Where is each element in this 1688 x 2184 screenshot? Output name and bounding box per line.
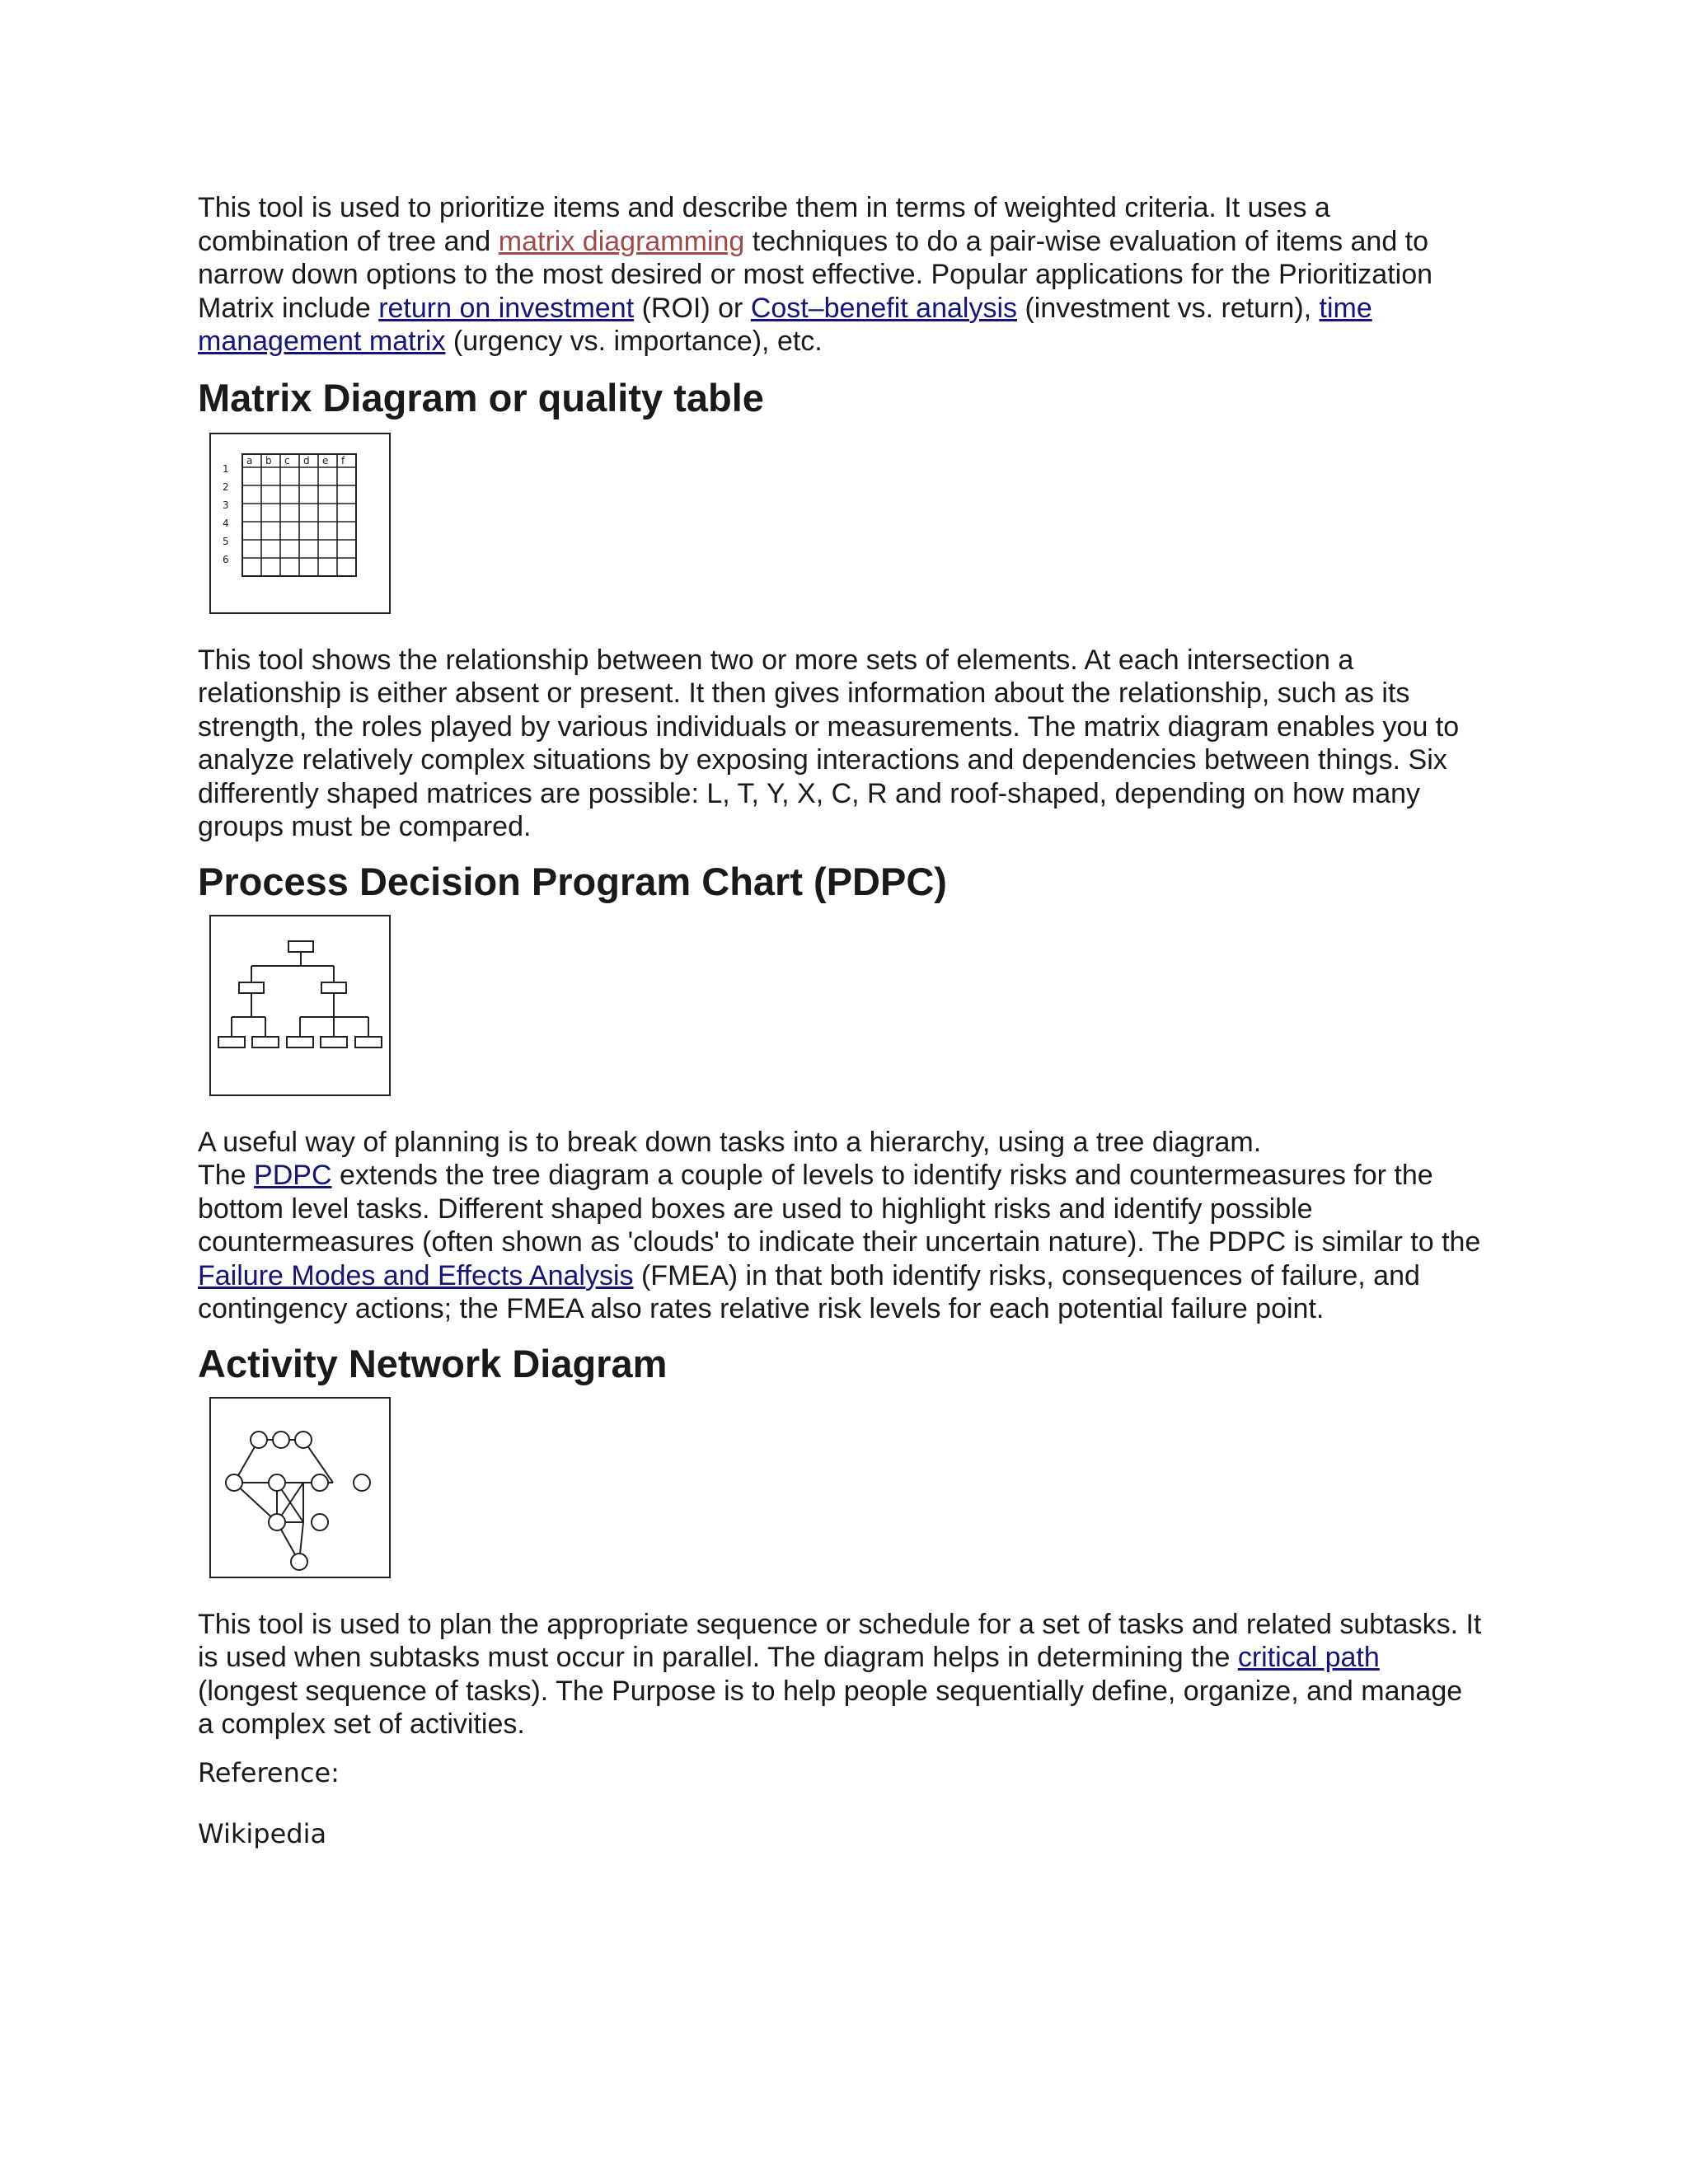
link-pdpc[interactable]: PDPC [254, 1160, 332, 1191]
matrix-diagram-image [209, 433, 391, 614]
pdpc-diagram-image [209, 915, 391, 1096]
matrix-paragraph: This tool shows the relationship between two or more sets of elements. At each intersection a relationship is either absent or present. It then gives information about the relationship, such as its strength, the roles played by various individuals or measurements. The matrix diagram enables you to analyze relatively complex situations by exposing interactions and dependencies between things. Six differently shaped matrices are possible: L, T, Y, X, C, R and roof-shaped, depending on how many groups must be compared. [198, 644, 1460, 842]
link-cost-benefit-analysis[interactable]: Cost–benefit analysis [750, 292, 1017, 324]
link-matrix-diagramming[interactable]: matrix diagramming [498, 225, 745, 257]
reference-source: Wikipedia [198, 1817, 327, 1849]
pdpc-paragraph: A useful way of planning is to break down tasks into a hierarchy, using a tree diagram. The PDPC extends the tree diagram a couple of levels to identify risks and countermeasures for the bottom level tasks. Different shaped boxes are used to highlight risks and identify possible countermeasures (often shown as 'clouds' to indicate their uncertain nature). The PDPC is similar to the Failure Modes and Effects Analysis (FMEA) in that both identify risks, consequences of failure, and contingency actions; the FMEA also rates relative risk levels for each potential failure point. [198, 1126, 1481, 1324]
matrix-col-label: f [341, 454, 345, 466]
tree-hierarchy-icon [211, 916, 389, 1094]
matrix-row-label: 1 [223, 462, 229, 475]
content-column [198, 191, 1500, 1850]
matrix-col-label: d [303, 454, 310, 466]
matrix-row-label: 3 [223, 499, 229, 511]
reference-label: Reference: [198, 1756, 340, 1788]
matrix-row-label: 5 [223, 535, 229, 547]
link-time-management-matrix[interactable]: time management matrix [198, 292, 1372, 357]
matrix-row-label: 2 [223, 480, 229, 493]
intro-paragraph: This tool is used to prioritize items and describe them in terms of weighted criteria. It uses a combination of tree and matrix diagramming techniques to do a pair-wise evaluation of items and to narrow down options to the most desired or most effective. Popular applications for the Prioritization Matrix include return on investment (ROI) or Cost–benefit analysis (investment vs. return), time management matrix (urgency vs. importance), etc. [198, 192, 1433, 357]
heading-activity-network-diagram: Activity Network Diagram [198, 1341, 668, 1385]
matrix-grid-icon [211, 434, 389, 612]
matrix-col-label: b [265, 454, 272, 466]
link-fmea[interactable]: Failure Modes and Effects Analysis [198, 1259, 634, 1291]
activity-network-diagram-image [209, 1397, 391, 1578]
matrix-col-label: c [284, 454, 290, 466]
matrix-row-label: 6 [223, 553, 229, 565]
network-graph-icon [211, 1399, 389, 1577]
link-return-on-investment[interactable]: return on investment [378, 292, 635, 324]
matrix-row-label: 4 [223, 517, 229, 529]
activity-network-paragraph: This tool is used to plan the appropriate sequence or schedule for a set of tasks and related subtasks. It is used when subtasks must occur in parallel. The diagram helps in determining the critical path (longest sequence of tasks). The Purpose is to help people sequentially define, organize, and manage a complex set of activities. [198, 1608, 1482, 1740]
link-critical-path[interactable]: critical path [1237, 1642, 1380, 1673]
matrix-col-label: a [246, 454, 253, 466]
matrix-col-label: e [322, 454, 329, 466]
heading-pdpc: Process Decision Program Chart (PDPC) [198, 859, 947, 903]
heading-matrix-diagram: Matrix Diagram or quality table [198, 375, 764, 419]
pdpc-sentence-1: A useful way of planning is to break down tasks into a hierarchy, using a tree diagram. [198, 1126, 1262, 1158]
